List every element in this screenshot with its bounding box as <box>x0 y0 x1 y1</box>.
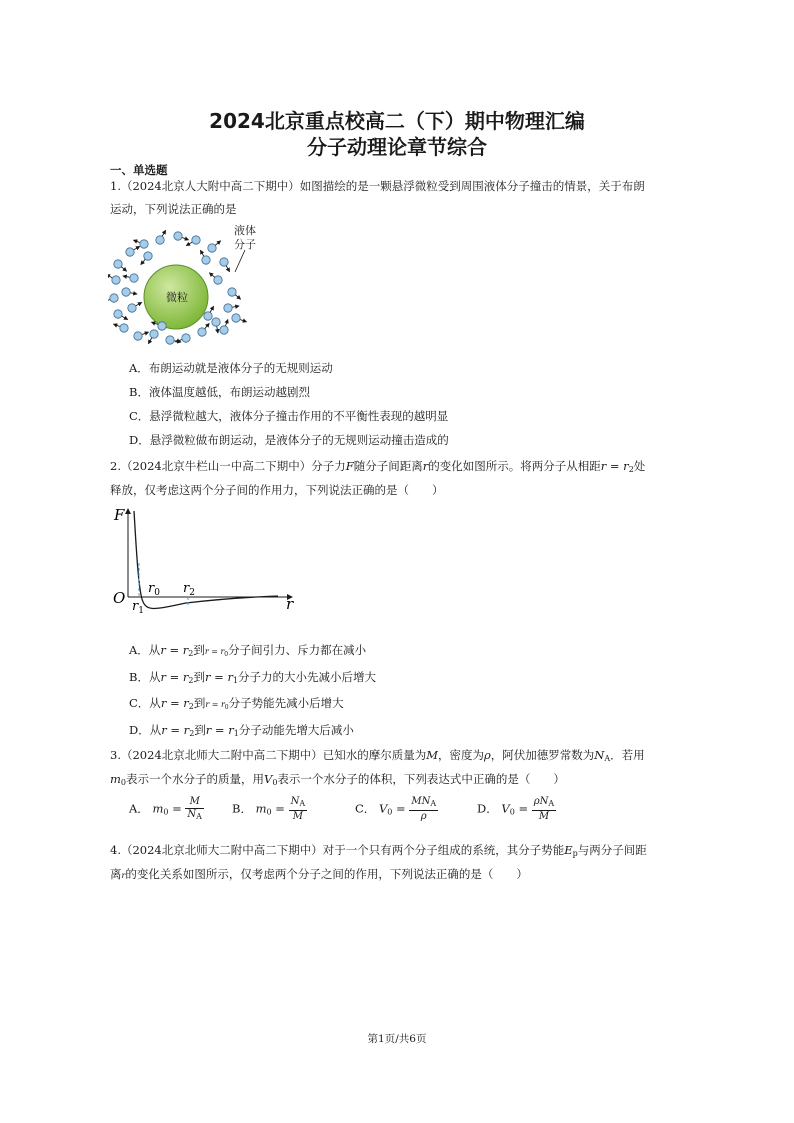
q3-option-c[interactable]: C． $V_0$ = $\frac{MN_A}{\rho}$ <box>355 796 437 822</box>
liquid-molecule <box>228 288 236 296</box>
motion-arrow <box>114 324 120 326</box>
q4-stem-line1: 4.（2024北京北师大二附中高二下期中）对于一个只有两个分子组成的系统，其分子势能$E_p$与两分子间距 <box>110 843 647 858</box>
q1-option-c[interactable]: C．悬浮微粒越大，液体分子撞击作用的不平衡性表现的越明显 <box>129 409 449 423</box>
q3-stem-line1: 3.（2024北京北师大二附中高二下期中）已知水的摩尔质量为M，密度为ρ，阿伏加德罗常数为$N_A$．若用 <box>110 748 645 763</box>
q2-stem-line1: 2.（2024北京牛栏山一中高二下期中）分子力F随分子间距离r的变化如图所示。将两分子从相距$r = r_2$处 <box>110 459 646 474</box>
q2-option-d[interactable]: D．从$r = r_2$到$r = r_1$分子动能先增大后减小 <box>129 723 354 738</box>
q4-stem-line2: 离r的变化关系如图所示，仅考虑两个分子之间的作用，下列说法正确的是（ ） <box>110 867 528 881</box>
q3-a-fraction: $\frac{M}{N_A}$ <box>187 796 202 821</box>
q3-option-a[interactable]: A． $m_0$ = $\frac{M}{N_A}$ <box>129 796 202 821</box>
motion-arrow <box>215 241 220 245</box>
liquid-molecule <box>158 322 166 330</box>
section-heading: 一、单选题 <box>110 163 168 177</box>
liquid-molecule <box>174 232 182 240</box>
motion-arrow <box>141 259 145 264</box>
liquid-molecule <box>130 274 138 282</box>
liquid-molecule <box>156 236 164 244</box>
q2-option-c[interactable]: C．从$r = r_2$到$r = r_0$分子势能先减小后增大 <box>129 696 344 711</box>
liquid-molecule <box>220 258 228 266</box>
liquid-molecule <box>122 288 130 296</box>
motion-arrow <box>210 306 213 312</box>
q2-option-a[interactable]: A．从$r = r_2$到$r = r_0$分子间引力、斥力都在减小 <box>129 643 367 658</box>
motion-arrow <box>122 316 128 319</box>
liquid-molecule <box>214 276 222 284</box>
liquid-molecule <box>126 248 134 256</box>
q1-option-a[interactable]: A．布朗运动就是液体分子的无规则运动 <box>129 361 333 375</box>
liquid-molecule <box>224 304 232 312</box>
page-footer: 第1页/共6页 <box>367 1033 427 1045</box>
motion-arrow <box>210 273 215 277</box>
q3-stem-line2: $m_0$表示一个水分子的质量，用$V_0$表示一个水分子的体积，下列表达式中正确的是（ ） <box>110 772 565 787</box>
liquid-molecule <box>140 240 148 248</box>
motion-arrow <box>226 320 228 326</box>
liquid-label-line2: 分子 <box>234 238 256 251</box>
motion-arrow <box>134 240 140 242</box>
force-distance-graph <box>110 503 305 615</box>
liquid-molecule <box>110 294 118 302</box>
liquid-molecule <box>134 332 142 340</box>
motion-arrow <box>226 266 229 272</box>
q1-option-b[interactable]: B．液体温度越低，布朗运动越剧烈 <box>129 385 310 399</box>
motion-arrow <box>240 320 246 322</box>
liquid-molecule <box>202 256 210 264</box>
liquid-molecule <box>208 244 216 252</box>
motion-arrow <box>130 293 136 294</box>
origin-label: O <box>113 589 126 607</box>
liquid-molecule <box>232 314 240 322</box>
motion-arrow <box>108 300 110 302</box>
document-title: 2024北京重点校高二（下）期中物理汇编 <box>209 109 585 133</box>
q2-stem-line2: 释放，仅考虑这两个分子间的作用力，下列说法正确的是（ ） <box>110 483 444 497</box>
q3-option-d[interactable]: D． $V_0$ = $\frac{\rho N_A}{M}$ <box>477 796 555 822</box>
motion-arrow <box>142 332 148 334</box>
liquid-molecule <box>112 276 120 284</box>
motion-arrow <box>186 242 192 245</box>
motion-arrow <box>149 338 152 344</box>
brownian-motion-figure <box>108 222 268 352</box>
motion-arrow <box>108 275 112 278</box>
liquid-molecule <box>114 260 122 268</box>
liquid-molecule <box>204 312 212 320</box>
y-axis-label: F <box>114 506 125 524</box>
liquid-molecule <box>114 310 122 318</box>
x-axis-label: r <box>286 595 294 613</box>
q1-stem-line1: 1.（2024北京人大附中高二下期中）如图描绘的是一颗悬浮微粒受到周围液体分子撞击的情景，关于布朗 <box>110 179 645 193</box>
q3-d-fraction: $\frac{\rho N_A}{M}$ <box>533 796 555 822</box>
motion-arrow <box>217 326 218 332</box>
motion-arrow <box>232 306 238 307</box>
liquid-molecule <box>212 318 220 326</box>
r0-label: $r_0$ <box>148 581 160 598</box>
q1-stem-line2: 运动，下列说法正确的是 <box>110 202 237 216</box>
q1-option-d[interactable]: D．悬浮微粒做布朗运动，是液体分子的无规则运动撞击造成的 <box>129 433 449 447</box>
liquid-molecule <box>166 336 174 344</box>
liquid-molecule <box>192 236 200 244</box>
r1-label: $r_1$ <box>132 599 144 615</box>
motion-arrow <box>162 230 165 236</box>
liquid-pointer-line <box>235 250 245 272</box>
motion-arrow <box>134 247 140 250</box>
particle-label: 微粒 <box>166 291 188 304</box>
q2-option-b[interactable]: B．从$r = r_2$到$r = r_1$分子力的大小先减小后增大 <box>129 670 377 685</box>
q3-b-fraction: $\frac{N_A}{M}$ <box>290 796 306 822</box>
motion-arrow <box>121 267 126 271</box>
r2-label: $r_2$ <box>183 581 195 598</box>
motion-arrow <box>201 250 204 256</box>
motion-arrow <box>235 295 240 299</box>
liquid-molecule <box>150 330 158 338</box>
liquid-molecule <box>144 252 152 260</box>
liquid-molecule <box>220 326 228 334</box>
motion-arrow <box>123 276 129 277</box>
liquid-molecule <box>182 334 190 342</box>
motion-arrow <box>205 324 209 329</box>
q3-c-fraction: $\frac{MN_A}{\rho}$ <box>411 796 437 822</box>
liquid-molecule <box>198 328 206 336</box>
document-subtitle: 分子动理论章节综合 <box>307 135 487 159</box>
motion-arrow <box>182 238 188 240</box>
liquid-molecule <box>128 304 136 312</box>
motion-arrow <box>136 303 142 306</box>
liquid-molecule <box>120 324 128 332</box>
q3-option-b[interactable]: B． $m_0$ = $\frac{N_A}{M}$ <box>232 796 306 822</box>
liquid-label-line1: 液体 <box>234 224 256 237</box>
